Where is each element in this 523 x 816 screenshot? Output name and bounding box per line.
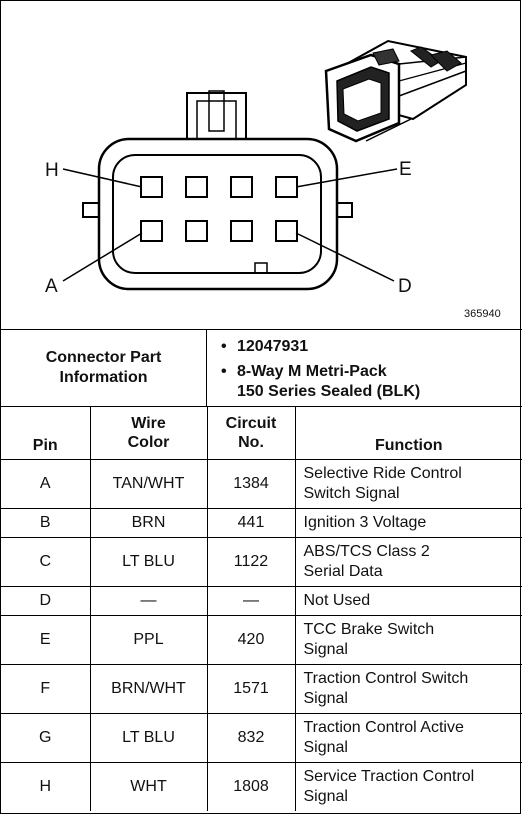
function-line2: Signal [303,788,348,805]
pin-cell: G [1,714,90,763]
function-cell [295,616,522,665]
pinout-table [1,407,522,811]
cavity-F [231,177,252,197]
circuit-cell: 1571 [207,665,295,714]
wire-color-cell: PPL [90,616,207,665]
table-row [1,460,522,509]
function-line2: Signal [303,690,348,707]
table-row [1,616,522,665]
circuit-header-line2: No. [238,434,264,451]
cavity-D [276,221,297,241]
function-line1: Traction Control Active [303,719,464,736]
table-row [1,538,522,587]
connector-info-item [221,337,522,357]
connector-series: 150 Series Sealed (BLK) [237,383,421,400]
function-cell [295,538,522,587]
function-cell [295,460,522,509]
function-line1: Traction Control Switch [303,670,469,687]
circuit-cell: — [207,587,295,616]
function-line2: Serial Data [303,563,383,580]
circuit-column-header [207,407,295,460]
function-line2: Signal [303,739,348,756]
pin-cell: B [1,509,90,538]
pin-label-a: A [45,276,58,297]
wire-color-header-line1: Wire [131,415,166,432]
connector-info-list [207,330,522,406]
pin-cell: C [1,538,90,587]
function-line1: Ignition 3 Voltage [303,514,427,531]
wire-color-cell: — [90,587,207,616]
bullet-icon: • [221,363,227,380]
circuit-cell: 1384 [207,460,295,509]
connector-info-label [1,330,207,406]
cavity-B [186,221,207,241]
circuit-cell: 441 [207,509,295,538]
pin-cell: E [1,616,90,665]
connector-info-item [221,362,522,382]
function-cell [295,763,522,812]
connector-info-label-line2: Information [59,369,148,386]
wire-color-header-line2: Color [127,434,170,451]
function-line2: Switch Signal [303,485,400,502]
table-row [1,714,522,763]
circuit-cell: 1808 [207,763,295,812]
pin-cell: A [1,460,90,509]
wire-color-cell: WHT [90,763,207,812]
wire-color-cell: LT BLU [90,714,207,763]
wire-color-cell: BRN [90,509,207,538]
function-line1: Service Traction Control [303,768,475,785]
part-number: 12047931 [237,338,309,355]
pin-label-h: H [45,160,59,181]
function-line1: Not Used [303,592,371,609]
bullet-icon: • [221,338,227,355]
table-row [1,665,522,714]
function-cell [295,509,522,538]
function-cell [295,665,522,714]
connector-info-label-line1: Connector Part [45,349,162,366]
function-line1: ABS/TCS Class 2 [303,543,430,560]
pin-label-e: E [399,159,412,180]
function-line1: TCC Brake Switch [303,621,435,638]
table-row [1,763,522,812]
pin-cell: F [1,665,90,714]
pin-cell: D [1,587,90,616]
wire-color-cell: TAN/WHT [90,460,207,509]
pin-cell: H [1,763,90,812]
connector-diagram [1,1,522,330]
table-row [1,587,522,616]
function-line1: Selective Ride Control [303,465,462,482]
figure-number: 365940 [464,308,501,320]
function-cell [295,587,522,616]
connector-thumbnail [326,41,466,141]
table-row [1,509,522,538]
cavity-G [186,177,207,197]
pin-column-header: Pin [1,407,90,460]
connector-info-row [1,330,522,407]
function-cell [295,714,522,763]
cavity-E [276,177,297,197]
connector-housing [99,139,337,289]
circuit-cell: 832 [207,714,295,763]
connector-info-item [221,382,522,402]
function-column-header: Function [295,407,522,460]
cavity-A [141,221,162,241]
circuit-cell: 420 [207,616,295,665]
pin-label-d: D [398,276,412,297]
cavity-H [141,177,162,197]
circuit-header-line1: Circuit [225,415,277,432]
circuit-cell: 1122 [207,538,295,587]
cavity-C [231,221,252,241]
table-header-row [1,407,522,460]
connector-face-drawing [1,1,522,330]
wire-color-cell: LT BLU [90,538,207,587]
connector-type: 8-Way M Metri-Pack [237,363,387,380]
wire-color-cell: BRN/WHT [90,665,207,714]
wire-color-column-header [90,407,207,460]
function-line2: Signal [303,641,348,658]
